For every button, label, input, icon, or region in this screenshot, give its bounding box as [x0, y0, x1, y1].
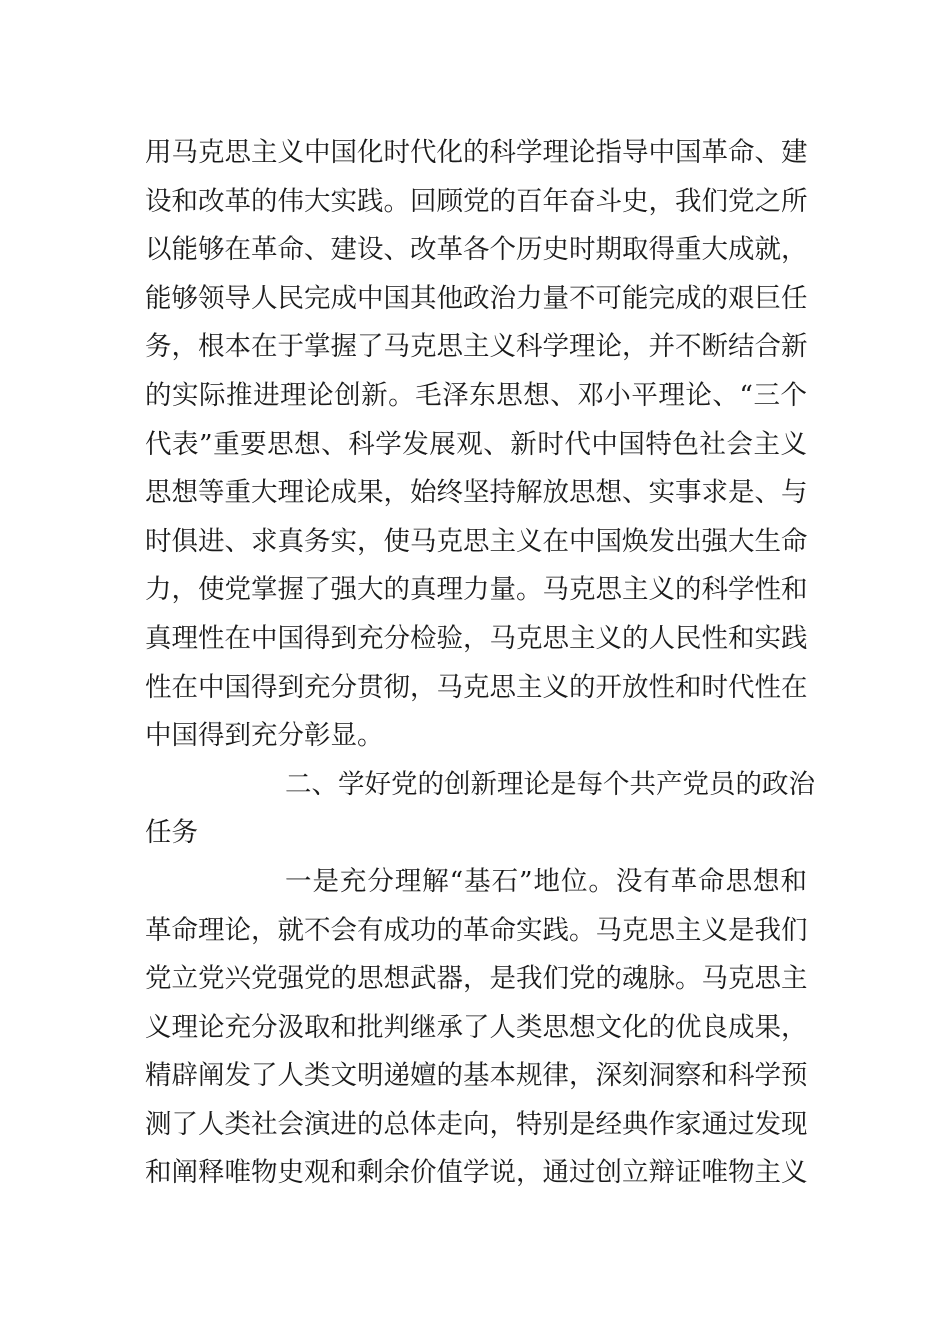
text-line: 真理性在中国得到充分检验，马克思主义的人民性和实践 — [145, 622, 808, 654]
text-line: 代表”重要思想、科学发展观、新时代中国特色社会主义 — [145, 428, 807, 460]
text-line: 设和改革的伟大实践。回顾党的百年奋斗史，我们党之所 — [145, 185, 808, 217]
paragraph-2 — [145, 858, 807, 1198]
text-line: 义理论充分汲取和批判继承了人类思想文化的优良成果， — [145, 1011, 808, 1043]
text-line: 革命理论，就不会有成功的革命实践。马克思主义是我们 — [145, 914, 808, 946]
heading-line: 任务 — [145, 817, 198, 849]
section-heading-2 — [145, 761, 815, 858]
text-line: 用马克思主义中国化时代化的科学理论指导中国革命、建 — [145, 137, 808, 168]
text-line: 力，使党掌握了强大的真理力量。马克思主义的科学性和 — [145, 574, 808, 606]
document-body — [145, 129, 815, 1198]
text-line: 以能够在革命、建设、改革各个历史时期取得重大成就， — [145, 234, 808, 266]
text-line: 性在中国得到充分贯彻，马克思主义的开放性和时代性在 — [145, 671, 808, 703]
text-line: 的实际推进理论创新。毛泽东思想、邓小平理论、“三个 — [145, 379, 807, 411]
text-line: 中国得到充分彰显。 — [145, 720, 384, 752]
text-line: 一是充分理解“基石”地位。没有革命思想和 — [285, 865, 807, 897]
text-line: 精辟阐发了人类文明递嬗的基本规律，深刻洞察和科学预 — [145, 1060, 808, 1092]
text-line: 时俱进、求真务实，使马克思主义在中国焕发出强大生命 — [145, 525, 808, 557]
text-line: 和阐释唯物史观和剩余价值学说，通过创立辩证唯物主义 — [145, 1157, 808, 1189]
text-line: 务，根本在于掌握了马克思主义科学理论，并不断结合新 — [145, 331, 808, 363]
text-line: 测了人类社会演进的总体走向，特别是经典作家通过发现 — [145, 1108, 808, 1140]
paragraph-1 — [145, 129, 807, 761]
text-line: 党立党兴党强党的思想武器，是我们党的魂脉。马克思主 — [145, 963, 808, 995]
text-line: 能够领导人民完成中国其他政治力量不可能完成的艰巨任 — [145, 282, 808, 314]
heading-line: 二、学好党的创新理论是每个共产党员的政治 — [285, 768, 815, 800]
text-line: 思想等重大理论成果，始终坚持解放思想、实事求是、与 — [145, 477, 808, 509]
